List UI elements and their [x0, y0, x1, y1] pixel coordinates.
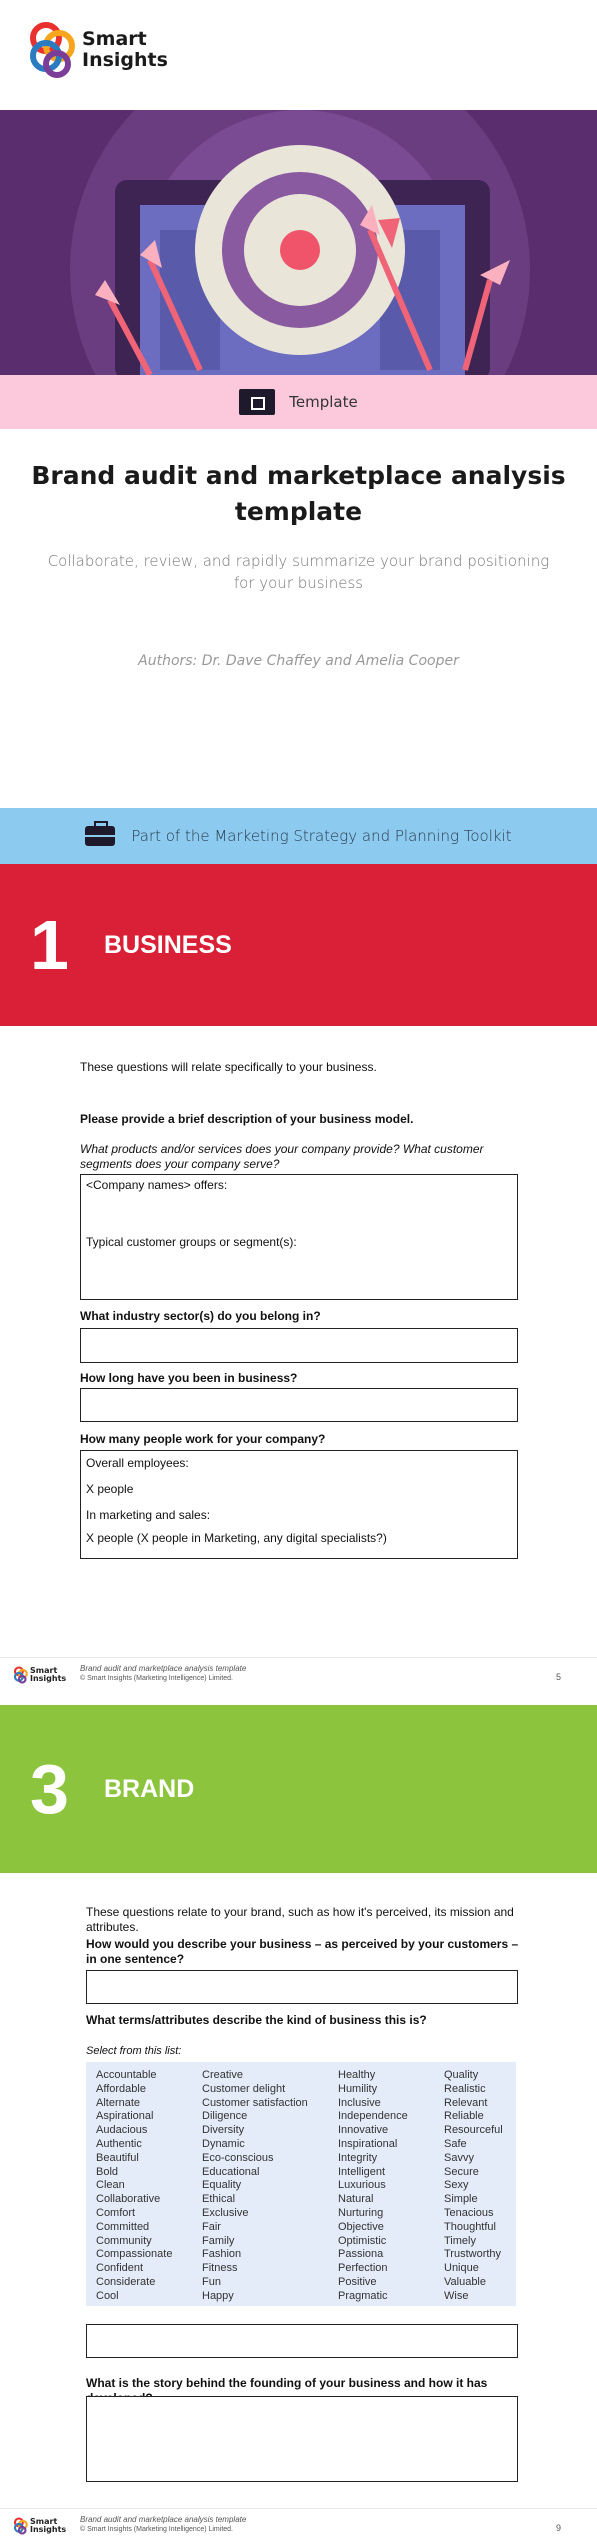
- attribute-column: [338, 2069, 444, 2306]
- question-label: How long have you been in business?: [80, 1371, 298, 1385]
- attribute-term: Inclusive: [338, 2096, 381, 2109]
- attribute-term: Simple: [444, 2193, 478, 2206]
- attribute-term: Thoughtful: [444, 2220, 496, 2233]
- question-hint: What products and/or services does your company provide? What customer segments does your company serve?: [80, 1142, 484, 1171]
- attribute-term: Unique: [444, 2262, 479, 2275]
- logo-wordmark: [82, 29, 168, 71]
- business-model-textarea[interactable]: [80, 1174, 518, 1300]
- employees-textarea[interactable]: [80, 1450, 518, 1559]
- attribute-term: Tenacious: [444, 2206, 494, 2219]
- attribute-term: Diligence: [202, 2110, 248, 2123]
- attribute-column: [96, 2069, 202, 2306]
- attribute-term: Fun: [202, 2275, 221, 2288]
- attribute-term: Fashion: [202, 2248, 242, 2261]
- footer-logo-line2: Insights: [30, 2525, 67, 2534]
- footer-logo-text: [30, 2518, 66, 2534]
- attribute-term: Ethical: [202, 2193, 236, 2206]
- question-label: What industry sector(s) do you belong in?: [80, 1309, 321, 1323]
- attribute-term: Trustworthy: [444, 2248, 502, 2261]
- attribute-term: Healthy: [338, 2069, 376, 2081]
- hero-illustration: [0, 110, 597, 375]
- attribute-term: Exclusive: [202, 2206, 249, 2219]
- box-line: X people: [86, 1482, 134, 1496]
- question-label: What terms/attributes describe the kind of business this is?: [86, 2013, 427, 2027]
- attribute-term: Equality: [202, 2179, 242, 2192]
- box-line: Typical customer groups or segment(s):: [86, 1235, 297, 1249]
- attribute-term: Confident: [96, 2262, 144, 2275]
- attribute-term: Compassionate: [96, 2248, 173, 2261]
- footer-logo-line1: Smart: [30, 2517, 58, 2526]
- attribute-term: Relevant: [444, 2096, 488, 2109]
- attribute-term: Fitness: [202, 2262, 238, 2275]
- question-label: How would you describe your business – as perceived by your customers – in one sentence?: [86, 1937, 519, 1966]
- box-line: In marketing and sales:: [86, 1508, 211, 1522]
- document-subtitle: Collaborate, review, and rapidly summarize your brand positioning for your business: [47, 552, 550, 592]
- attribute-list-panel: [86, 2062, 516, 2306]
- attribute-term: Humility: [338, 2082, 378, 2095]
- section-banner-brand: [0, 1705, 597, 1873]
- attribute-term: Alternate: [96, 2096, 141, 2109]
- attribute-term: Perfection: [338, 2262, 388, 2275]
- attribute-term: Passiona: [338, 2248, 384, 2261]
- attribute-term: Timely: [444, 2234, 476, 2247]
- logo-mark-icon: [14, 1666, 28, 1684]
- template-icon: [239, 389, 275, 415]
- attribute-term: Customer delight: [202, 2082, 286, 2095]
- attribute-term: Natural: [338, 2193, 374, 2206]
- logo-line2: Insights: [82, 49, 168, 71]
- page-number: 5: [555, 1672, 561, 1682]
- attribute-term: Independence: [338, 2110, 408, 2123]
- section-name: BUSINESS: [104, 930, 232, 959]
- attribute-term: Collaborative: [96, 2193, 161, 2206]
- attribute-term: Reliable: [444, 2110, 484, 2123]
- smart-insights-logo: [30, 20, 168, 80]
- attribute-term: Comfort: [96, 2206, 136, 2219]
- section-intro: These questions relate to your brand, such as how it's perceived, its mission and attributes.: [86, 1905, 514, 1934]
- years-in-business-input[interactable]: [80, 1388, 518, 1422]
- footer-copyright: © Smart Insights (Marketing Intelligence) Limited.: [80, 2526, 233, 2533]
- document-authors: Authors: Dr. Dave Chaffey and Amelia Cooper: [138, 653, 459, 669]
- attribute-term: Diversity: [202, 2124, 245, 2137]
- attribute-column: [444, 2069, 524, 2306]
- attribute-term: Aspirational: [96, 2110, 154, 2123]
- page-footer: [0, 2508, 597, 2547]
- attribute-term: Accountable: [96, 2069, 157, 2081]
- toolkit-label: Part of the Marketing Strategy and Planning Toolkit: [131, 827, 512, 845]
- attribute-term: Eco-conscious: [202, 2151, 274, 2164]
- attribute-term: Committed: [96, 2220, 150, 2233]
- attribute-term: Inspirational: [338, 2137, 398, 2150]
- attribute-term: Dynamic: [202, 2137, 245, 2150]
- attribute-term: Pragmatic: [338, 2289, 388, 2302]
- industry-sector-input[interactable]: [80, 1328, 518, 1363]
- attribute-term: Realistic: [444, 2082, 486, 2095]
- toolkit-band: [0, 808, 597, 864]
- attribute-term: Creative: [202, 2069, 243, 2081]
- footer-logo-text: [30, 1667, 66, 1683]
- logo-mark-icon: [30, 20, 76, 80]
- document-title: Brand audit and marketplace analysis template: [31, 461, 566, 526]
- section-number: 1: [30, 906, 69, 984]
- footer-title: Brand audit and marketplace analysis template: [80, 2515, 247, 2524]
- template-tag-label: Template: [289, 393, 358, 411]
- attribute-term: Intelligent: [338, 2165, 386, 2178]
- footer-logo-line2: Insights: [30, 1674, 67, 1683]
- one-sentence-input[interactable]: [86, 1970, 518, 2004]
- page-number: 9: [555, 2523, 561, 2533]
- attribute-term: Sexy: [444, 2179, 469, 2192]
- select-hint: Select from this list:: [86, 2045, 182, 2057]
- attribute-term: Clean: [96, 2179, 125, 2192]
- footer-title: Brand audit and marketplace analysis template: [80, 1664, 247, 1673]
- section-intro: These questions will relate specifically to your business.: [80, 1060, 377, 1074]
- attribute-term: Bold: [96, 2165, 119, 2178]
- attribute-term: Objective: [338, 2220, 384, 2233]
- logo-line1: Smart: [82, 28, 147, 50]
- attribute-term: Integrity: [338, 2151, 378, 2164]
- page-footer: [0, 1657, 597, 1697]
- attribute-term: Nurturing: [338, 2206, 384, 2219]
- briefcase-icon: [85, 826, 115, 846]
- attribute-term: Considerate: [96, 2275, 156, 2288]
- section-banner-business: [0, 864, 597, 1026]
- attribute-term: Luxurious: [338, 2179, 386, 2192]
- attribute-column: [202, 2069, 338, 2306]
- attribute-term: Wise: [444, 2289, 469, 2302]
- footer-logo-line1: Smart: [30, 1666, 58, 1675]
- attribute-term: Beautiful: [96, 2151, 139, 2164]
- attribute-term: Cool: [96, 2289, 119, 2302]
- attribute-term: Educational: [202, 2165, 260, 2178]
- section-name: BRAND: [104, 1774, 195, 1803]
- box-line: Overall employees:: [86, 1456, 189, 1470]
- logo-mark-icon: [14, 2517, 28, 2535]
- attribute-term: Valuable: [444, 2275, 486, 2288]
- template-tag-band: [0, 375, 597, 429]
- attribute-term: Secure: [444, 2165, 479, 2178]
- attribute-term: Resourceful: [444, 2124, 503, 2137]
- attribute-term: Safe: [444, 2137, 467, 2150]
- founding-story-textarea[interactable]: [86, 2396, 518, 2482]
- attribute-term: Authentic: [96, 2137, 142, 2150]
- target-illustration-icon: [0, 110, 597, 375]
- attribute-term: Optimistic: [338, 2234, 387, 2247]
- box-line: <Company names> offers:: [86, 1178, 228, 1192]
- attribute-term: Savvy: [444, 2151, 474, 2164]
- footer-logo: [14, 1666, 66, 1684]
- footer-logo: [14, 2517, 66, 2535]
- attribute-term: Happy: [202, 2289, 234, 2302]
- footer-copyright: © Smart Insights (Marketing Intelligence) Limited.: [80, 1675, 233, 1682]
- question-label: What is the story behind the founding of your business and how it has: [86, 2376, 488, 2390]
- question-label: Please provide a brief description of your business model.: [80, 1112, 414, 1126]
- box-line: X people (X people in Marketing, any digital specialists?): [86, 1531, 387, 1545]
- attributes-input[interactable]: [86, 2324, 518, 2358]
- attribute-term: Customer satisfaction: [202, 2096, 308, 2109]
- attribute-term: Fair: [202, 2220, 221, 2233]
- attribute-term: Innovative: [338, 2124, 389, 2137]
- attribute-term: Community: [96, 2234, 152, 2247]
- attribute-term: Family: [202, 2234, 235, 2247]
- attribute-term: Audacious: [96, 2124, 148, 2137]
- question-label: How many people work for your company?: [80, 1432, 326, 1446]
- attribute-term: Quality: [444, 2069, 479, 2081]
- attribute-term: Positive: [338, 2275, 377, 2288]
- attribute-term: Affordable: [96, 2082, 146, 2095]
- section-number: 3: [30, 1750, 69, 1828]
